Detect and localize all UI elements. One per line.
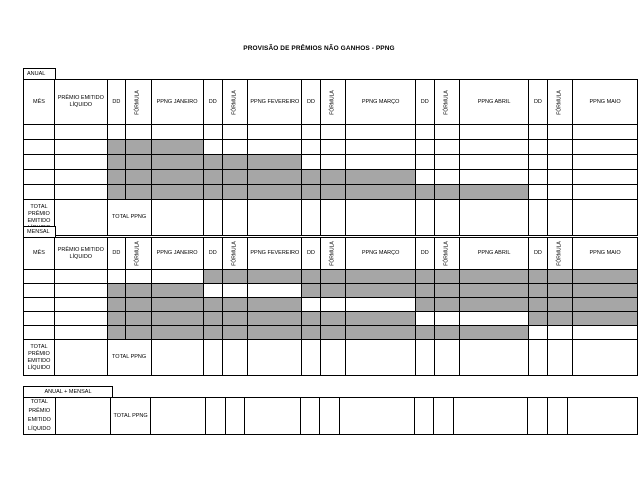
shaded-cell xyxy=(573,298,638,312)
table-cell[interactable] xyxy=(529,185,548,200)
table-cell[interactable] xyxy=(54,185,107,200)
header-formula: FÓRMULA xyxy=(320,80,345,125)
table-cell[interactable] xyxy=(547,140,572,155)
total-premio-label: TOTAL PRÊMIO EMITIDO xyxy=(24,200,55,236)
header-formula: FÓRMULA xyxy=(434,80,459,125)
table-cell[interactable] xyxy=(547,398,567,435)
header-ppng-abril: PPNG ABRIL xyxy=(459,238,528,270)
table-cell[interactable] xyxy=(54,200,107,236)
table-cell[interactable] xyxy=(573,185,638,200)
total-ppng-label: TOTAL PPNG xyxy=(107,200,151,236)
table-cell[interactable] xyxy=(415,155,434,170)
table-cell[interactable] xyxy=(573,140,638,155)
header-premio: PRÊMIO EMITIDO LÍQUIDO xyxy=(54,80,107,125)
table-cell[interactable] xyxy=(302,200,321,236)
shaded-cell xyxy=(320,284,345,298)
shaded-cell xyxy=(107,298,126,312)
table-cell[interactable] xyxy=(320,155,345,170)
table-cell[interactable] xyxy=(24,185,55,200)
shaded-cell xyxy=(529,312,548,326)
table-row xyxy=(24,185,638,200)
header-dd: DD xyxy=(302,238,321,270)
total-row xyxy=(24,398,638,435)
shaded-cell xyxy=(434,326,459,340)
table-cell[interactable] xyxy=(225,398,244,435)
shaded-cell xyxy=(434,298,459,312)
table-cell[interactable] xyxy=(415,340,434,376)
table-cell[interactable] xyxy=(302,125,321,140)
mensal-header-row xyxy=(24,238,638,270)
header-formula: FÓRMULA xyxy=(320,238,345,270)
shaded-cell xyxy=(547,298,572,312)
table-cell[interactable] xyxy=(54,140,107,155)
shaded-cell xyxy=(248,298,302,312)
shaded-cell xyxy=(302,185,321,200)
table-cell[interactable] xyxy=(320,298,345,312)
table-row xyxy=(24,125,638,140)
table-cell[interactable] xyxy=(248,140,302,155)
shaded-cell xyxy=(346,312,416,326)
table-cell[interactable] xyxy=(319,398,339,435)
table-cell[interactable] xyxy=(248,200,302,236)
table-cell[interactable] xyxy=(547,155,572,170)
mensal-table xyxy=(23,237,638,376)
shaded-cell xyxy=(126,298,151,312)
shaded-cell xyxy=(248,185,302,200)
shaded-cell xyxy=(320,170,345,185)
shaded-cell xyxy=(346,185,416,200)
shaded-cell xyxy=(346,284,416,298)
table-cell[interactable] xyxy=(529,155,548,170)
shaded-cell xyxy=(459,185,528,200)
shaded-cell xyxy=(459,326,528,340)
table-cell[interactable] xyxy=(203,340,222,376)
header-dd: DD xyxy=(203,238,222,270)
shaded-cell xyxy=(203,298,222,312)
header-formula: FÓRMULA xyxy=(126,238,151,270)
shaded-cell xyxy=(573,312,638,326)
header-ppng-maio: PPNG MAIO xyxy=(573,238,638,270)
shaded-cell xyxy=(107,185,126,200)
table-cell[interactable] xyxy=(529,140,548,155)
total-row xyxy=(24,340,638,376)
header-dd: DD xyxy=(415,80,434,125)
header-dd: DD xyxy=(203,80,222,125)
table-cell[interactable] xyxy=(434,155,459,170)
shaded-cell xyxy=(107,140,126,155)
table-cell[interactable] xyxy=(203,125,222,140)
table-cell[interactable] xyxy=(151,270,203,284)
shaded-cell xyxy=(151,326,203,340)
table-cell[interactable] xyxy=(568,398,638,435)
shaded-cell xyxy=(459,298,528,312)
shaded-cell xyxy=(302,326,321,340)
header-formula: FÓRMULA xyxy=(547,238,572,270)
total-premio-label: TOTAL PRÊMIO EMITIDO LÍQUIDO xyxy=(24,398,56,435)
table-row xyxy=(24,284,638,298)
table-cell[interactable] xyxy=(529,340,548,376)
section-label-mensal: MENSAL xyxy=(23,226,56,237)
table-cell[interactable] xyxy=(54,125,107,140)
table-cell[interactable] xyxy=(573,155,638,170)
table-cell[interactable] xyxy=(415,125,434,140)
shaded-cell xyxy=(547,312,572,326)
table-cell[interactable] xyxy=(415,200,434,236)
table-cell[interactable] xyxy=(346,140,416,155)
table-cell[interactable] xyxy=(459,200,528,236)
header-dd: DD xyxy=(529,80,548,125)
shaded-cell xyxy=(151,185,203,200)
table-cell[interactable] xyxy=(346,155,416,170)
table-cell[interactable] xyxy=(529,170,548,185)
header-formula: FÓRMULA xyxy=(434,238,459,270)
table-cell[interactable] xyxy=(126,270,151,284)
table-cell[interactable] xyxy=(24,270,55,284)
shaded-cell xyxy=(107,170,126,185)
table-cell[interactable] xyxy=(151,200,203,236)
shaded-cell xyxy=(107,312,126,326)
header-mes: MÊS xyxy=(24,238,55,270)
shaded-cell xyxy=(302,270,321,284)
table-cell[interactable] xyxy=(302,140,321,155)
page-title: PROVISÃO DE PRÊMIOS NÃO GANHOS - PPNG xyxy=(243,45,395,52)
table-cell[interactable] xyxy=(346,200,416,236)
header-dd: DD xyxy=(415,238,434,270)
table-cell[interactable] xyxy=(24,312,55,326)
shaded-cell xyxy=(107,155,126,170)
table-cell[interactable] xyxy=(434,340,459,376)
table-cell[interactable] xyxy=(24,125,55,140)
shaded-cell xyxy=(459,284,528,298)
table-cell[interactable] xyxy=(346,340,416,376)
header-ppng-fevereiro: PPNG FEVEREIRO xyxy=(248,238,302,270)
shaded-cell xyxy=(573,284,638,298)
shaded-cell xyxy=(415,284,434,298)
shaded-cell xyxy=(248,326,302,340)
table-cell[interactable] xyxy=(24,284,55,298)
table-cell[interactable] xyxy=(547,340,572,376)
shaded-cell xyxy=(151,298,203,312)
table-cell[interactable] xyxy=(414,398,433,435)
table-cell[interactable] xyxy=(320,140,345,155)
shaded-cell xyxy=(126,312,151,326)
header-mes: MÊS xyxy=(24,80,55,125)
shaded-cell xyxy=(434,270,459,284)
table-cell[interactable] xyxy=(459,155,528,170)
shaded-cell xyxy=(529,298,548,312)
table-cell[interactable] xyxy=(24,140,55,155)
table-cell[interactable] xyxy=(434,125,459,140)
table-cell[interactable] xyxy=(203,140,222,155)
shaded-cell xyxy=(346,270,416,284)
shaded-cell xyxy=(248,270,302,284)
table-cell[interactable] xyxy=(434,312,459,326)
shaded-cell xyxy=(302,170,321,185)
shaded-cell xyxy=(415,270,434,284)
header-ppng-marco: PPNG MARÇO xyxy=(346,238,416,270)
shaded-cell xyxy=(547,270,572,284)
table-cell[interactable] xyxy=(573,170,638,185)
header-ppng-marco: PPNG MARÇO xyxy=(346,80,416,125)
total-ppng-label: TOTAL PPNG xyxy=(110,398,150,435)
header-ppng-janeiro: PPNG JANEIRO xyxy=(151,238,203,270)
header-ppng-janeiro: PPNG JANEIRO xyxy=(151,80,203,125)
table-cell[interactable] xyxy=(24,155,55,170)
table-cell[interactable] xyxy=(302,298,321,312)
table-cell[interactable] xyxy=(302,340,321,376)
table-row xyxy=(24,270,638,284)
shaded-cell xyxy=(126,155,151,170)
table-cell[interactable] xyxy=(434,170,459,185)
shaded-cell xyxy=(459,270,528,284)
table-cell[interactable] xyxy=(54,326,107,340)
shaded-cell xyxy=(203,326,222,340)
table-cell[interactable] xyxy=(547,200,572,236)
header-ppng-maio: PPNG MAIO xyxy=(573,80,638,125)
header-dd: DD xyxy=(302,80,321,125)
shaded-cell xyxy=(248,312,302,326)
table-cell[interactable] xyxy=(459,125,528,140)
table-cell[interactable] xyxy=(529,326,548,340)
table-cell[interactable] xyxy=(24,170,55,185)
total-row xyxy=(24,200,638,236)
header-formula: FÓRMULA xyxy=(222,238,247,270)
shaded-cell xyxy=(151,155,203,170)
table-cell[interactable] xyxy=(126,125,151,140)
shaded-cell xyxy=(222,155,247,170)
shaded-cell xyxy=(434,284,459,298)
shaded-cell xyxy=(151,170,203,185)
shaded-cell xyxy=(203,155,222,170)
shaded-cell xyxy=(302,284,321,298)
shaded-cell xyxy=(529,270,548,284)
shaded-cell xyxy=(320,185,345,200)
table-cell[interactable] xyxy=(248,125,302,140)
shaded-cell xyxy=(203,312,222,326)
table-cell[interactable] xyxy=(107,270,126,284)
table-cell[interactable] xyxy=(222,284,247,298)
table-row xyxy=(24,312,638,326)
shaded-cell xyxy=(222,312,247,326)
table-row xyxy=(24,155,638,170)
table-cell[interactable] xyxy=(434,200,459,236)
header-premio: PRÊMIO EMITIDO LÍQUIDO xyxy=(54,238,107,270)
table-cell[interactable] xyxy=(528,398,547,435)
table-cell[interactable] xyxy=(54,270,107,284)
table-cell[interactable] xyxy=(459,140,528,155)
shaded-cell xyxy=(151,140,203,155)
shaded-cell xyxy=(415,326,434,340)
shaded-cell xyxy=(222,185,247,200)
table-cell[interactable] xyxy=(453,398,528,435)
header-ppng-fevereiro: PPNG FEVEREIRO xyxy=(248,80,302,125)
shaded-cell xyxy=(434,185,459,200)
table-cell[interactable] xyxy=(415,312,434,326)
table-cell[interactable] xyxy=(346,298,416,312)
shaded-cell xyxy=(151,312,203,326)
header-formula: FÓRMULA xyxy=(547,80,572,125)
shaded-cell xyxy=(320,270,345,284)
table-cell[interactable] xyxy=(302,155,321,170)
table-cell[interactable] xyxy=(24,298,55,312)
table-cell[interactable] xyxy=(54,298,107,312)
table-cell[interactable] xyxy=(54,312,107,326)
table-cell[interactable] xyxy=(205,398,225,435)
shaded-cell xyxy=(126,140,151,155)
anual-table xyxy=(23,79,638,236)
table-cell[interactable] xyxy=(203,200,222,236)
table-cell[interactable] xyxy=(55,398,110,435)
shaded-cell xyxy=(415,298,434,312)
table-cell[interactable] xyxy=(415,140,434,155)
table-cell[interactable] xyxy=(54,170,107,185)
shaded-cell xyxy=(203,170,222,185)
shaded-cell xyxy=(222,298,247,312)
table-cell[interactable] xyxy=(151,340,203,376)
section-label-anual-mensal: ANUAL + MENSAL xyxy=(23,386,113,397)
table-cell[interactable] xyxy=(54,284,107,298)
header-formula: FÓRMULA xyxy=(126,80,151,125)
table-row xyxy=(24,140,638,155)
shaded-cell xyxy=(107,326,126,340)
header-dd: DD xyxy=(107,80,126,125)
table-cell[interactable] xyxy=(320,340,345,376)
shaded-cell xyxy=(248,170,302,185)
header-ppng-abril: PPNG ABRIL xyxy=(459,80,528,125)
shaded-cell xyxy=(107,284,126,298)
table-cell[interactable] xyxy=(346,125,416,140)
table-cell[interactable] xyxy=(547,170,572,185)
table-cell[interactable] xyxy=(340,398,415,435)
shaded-cell xyxy=(222,326,247,340)
shaded-cell xyxy=(302,312,321,326)
shaded-cell xyxy=(320,326,345,340)
total-premio-label: TOTAL PRÊMIO EMITIDO LÍQUIDO xyxy=(24,340,55,376)
table-cell[interactable] xyxy=(320,200,345,236)
shaded-cell xyxy=(346,326,416,340)
table-row xyxy=(24,170,638,185)
table-cell[interactable] xyxy=(222,125,247,140)
shaded-cell xyxy=(222,170,247,185)
anual-header-row xyxy=(24,80,638,125)
table-cell[interactable] xyxy=(151,398,205,435)
table-cell[interactable] xyxy=(245,398,300,435)
table-cell[interactable] xyxy=(459,170,528,185)
shaded-cell xyxy=(126,284,151,298)
table-cell[interactable] xyxy=(222,140,247,155)
table-cell[interactable] xyxy=(547,125,572,140)
table-cell[interactable] xyxy=(151,125,203,140)
shaded-cell xyxy=(320,312,345,326)
table-cell[interactable] xyxy=(248,340,302,376)
table-cell[interactable] xyxy=(415,170,434,185)
table-cell[interactable] xyxy=(529,125,548,140)
header-formula: FÓRMULA xyxy=(222,80,247,125)
table-row xyxy=(24,326,638,340)
table-cell[interactable] xyxy=(222,340,247,376)
table-cell[interactable] xyxy=(573,125,638,140)
table-cell[interactable] xyxy=(54,155,107,170)
table-cell[interactable] xyxy=(573,340,638,376)
shaded-cell xyxy=(415,185,434,200)
anual-mensal-table xyxy=(23,397,638,435)
table-cell[interactable] xyxy=(54,340,107,376)
table-cell[interactable] xyxy=(573,200,638,236)
table-cell[interactable] xyxy=(434,398,453,435)
shaded-cell xyxy=(547,284,572,298)
table-cell[interactable] xyxy=(248,284,302,298)
shaded-cell xyxy=(126,326,151,340)
shaded-cell xyxy=(126,185,151,200)
table-cell[interactable] xyxy=(547,185,572,200)
shaded-cell xyxy=(529,284,548,298)
shaded-cell xyxy=(203,185,222,200)
table-cell[interactable] xyxy=(459,340,528,376)
table-cell[interactable] xyxy=(547,326,572,340)
shaded-cell xyxy=(151,284,203,298)
shaded-cell xyxy=(126,170,151,185)
shaded-cell xyxy=(248,155,302,170)
table-cell[interactable] xyxy=(529,200,548,236)
table-cell[interactable] xyxy=(203,284,222,298)
table-cell[interactable] xyxy=(300,398,319,435)
shaded-cell xyxy=(573,270,638,284)
section-label-anual: ANUAL xyxy=(23,68,56,79)
table-cell[interactable] xyxy=(222,200,247,236)
shaded-cell xyxy=(203,270,222,284)
table-cell[interactable] xyxy=(573,326,638,340)
shaded-cell xyxy=(222,270,247,284)
header-dd: DD xyxy=(107,238,126,270)
shaded-cell xyxy=(346,170,416,185)
table-cell[interactable] xyxy=(24,326,55,340)
table-cell[interactable] xyxy=(434,140,459,155)
table-cell[interactable] xyxy=(459,312,528,326)
table-cell[interactable] xyxy=(320,125,345,140)
table-cell[interactable] xyxy=(107,125,126,140)
total-ppng-label: TOTAL PPNG xyxy=(107,340,151,376)
header-dd: DD xyxy=(529,238,548,270)
table-row xyxy=(24,298,638,312)
